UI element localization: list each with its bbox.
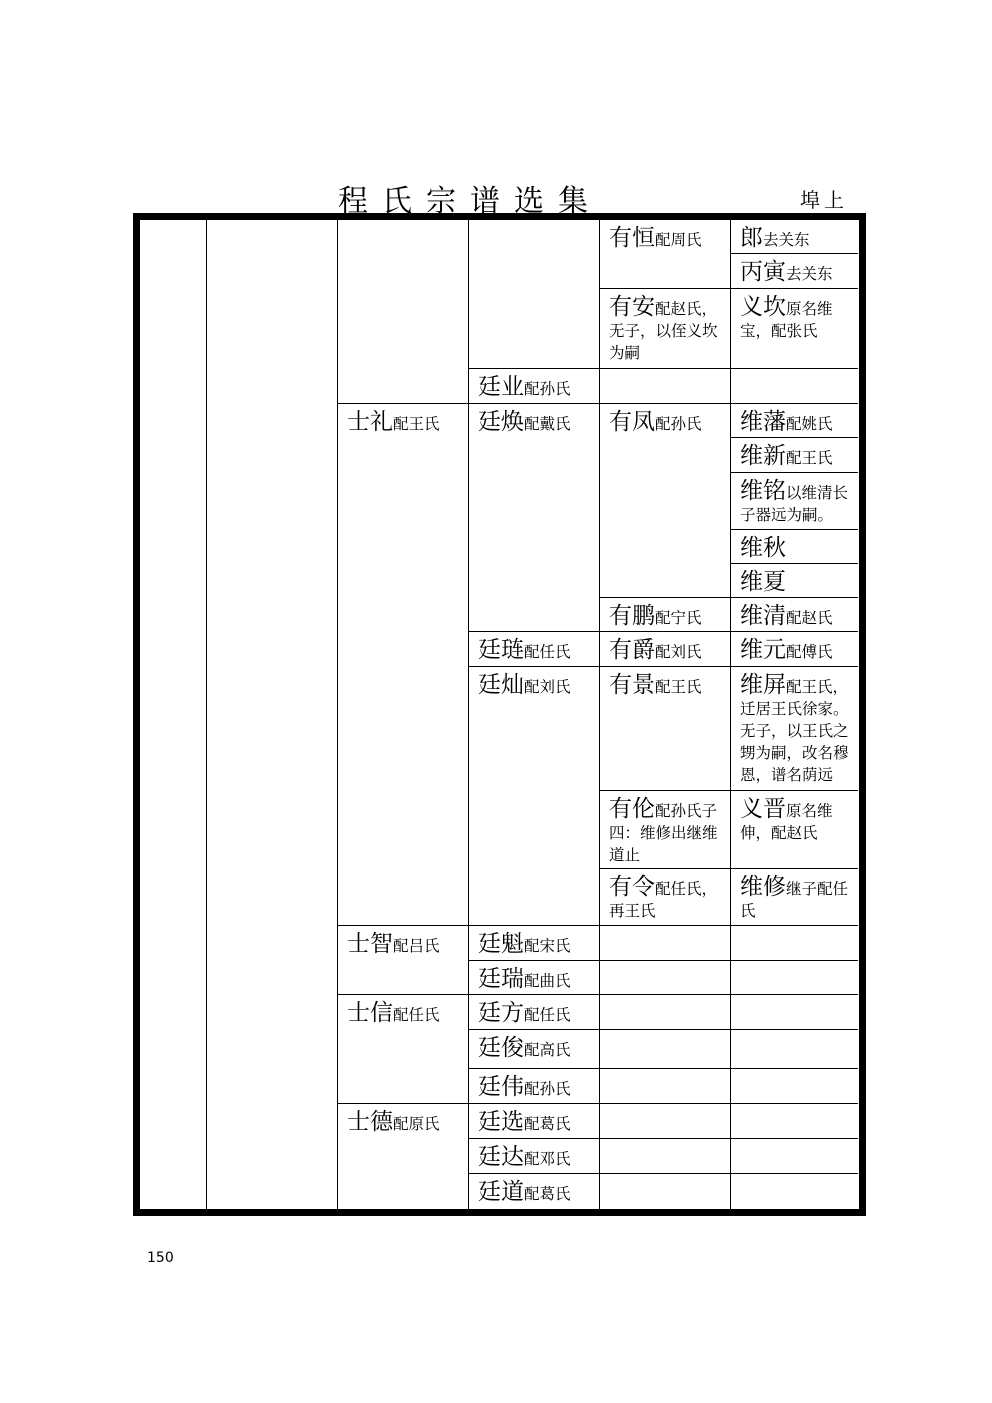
person-name: 维藩 [740, 409, 786, 435]
genealogy-cell [731, 530, 858, 564]
genealogy-cell [469, 1030, 599, 1069]
person-note: 配任氏 [524, 1006, 571, 1024]
person-name: 有景 [609, 672, 655, 698]
genealogy-cell [600, 1174, 730, 1209]
cell-text [478, 409, 597, 435]
cell-text [609, 637, 728, 663]
person-name: 廷业 [478, 374, 524, 400]
cell-text [609, 796, 728, 866]
genealogy-cell [600, 995, 730, 1030]
cell-text [478, 374, 597, 400]
person-note: 配宁氏 [655, 609, 702, 627]
genealogy-cell [731, 254, 858, 289]
genealogy-cell [731, 289, 858, 369]
person-name: 郎 [740, 225, 763, 251]
person-name: 廷伟 [478, 1074, 524, 1100]
person-note: 配赵氏，无子，以侄义坎为嗣 [609, 300, 718, 362]
cell-text [740, 535, 856, 561]
person-note: 配孙氏 [524, 380, 571, 398]
person-name: 维修 [740, 874, 786, 900]
person-name: 有令 [609, 874, 655, 900]
genealogy-cell [338, 404, 468, 926]
person-note: 配周氏 [655, 231, 702, 249]
cell-text [740, 225, 856, 251]
genealogy-cell [600, 404, 730, 598]
person-name: 廷魁 [478, 931, 524, 957]
person-name: 维屏 [740, 672, 786, 698]
person-name: 有爵 [609, 637, 655, 663]
cell-text [478, 1035, 597, 1061]
genealogy-cell [469, 667, 599, 926]
person-note: 配刘氏 [655, 643, 702, 661]
cell-text [478, 672, 597, 698]
person-note: 配高氏 [524, 1041, 571, 1059]
person-note: 配原氏 [393, 1115, 440, 1133]
genealogy-cell [731, 598, 858, 632]
genealogy-cell [731, 438, 858, 473]
person-name: 廷道 [478, 1179, 524, 1205]
cell-text [347, 1109, 466, 1135]
genealogy-cell [469, 961, 599, 995]
cell-text [609, 294, 728, 364]
person-name: 维铭 [740, 478, 786, 504]
genealogy-cell [731, 369, 858, 404]
genealogy-cell [600, 220, 730, 289]
genealogy-cell [338, 1104, 468, 1209]
cell-text [740, 874, 856, 922]
person-note: 配傅氏 [786, 643, 833, 661]
person-note: 配任氏 [524, 643, 571, 661]
genealogy-cell [600, 598, 730, 632]
genealogy-cell [338, 995, 468, 1104]
genealogy-cell [469, 404, 599, 632]
genealogy-cell [469, 369, 599, 404]
genealogy-cell [731, 961, 858, 995]
cell-text [740, 637, 856, 663]
genealogy-cell [600, 1069, 730, 1104]
cell-text [740, 294, 856, 342]
genealogy-cell [731, 220, 858, 254]
cell-text [478, 637, 597, 663]
person-name: 有凤 [609, 409, 655, 435]
person-name: 士德 [347, 1109, 393, 1135]
genealogy-cell [731, 869, 858, 926]
person-name: 有鹏 [609, 603, 655, 629]
cell-text [740, 569, 856, 595]
genealogy-cell [600, 869, 730, 926]
person-name: 维夏 [740, 569, 786, 595]
cell-text [740, 796, 856, 844]
cell-text [478, 1109, 597, 1135]
column-divider [206, 220, 207, 1209]
person-note: 配曲氏 [524, 972, 571, 990]
genealogy-cell [469, 1139, 599, 1174]
person-name: 义晋 [740, 796, 786, 822]
person-note: 配吕氏 [393, 937, 440, 955]
genealogy-cell [731, 667, 858, 791]
genealogy-cell [731, 1104, 858, 1139]
genealogy-cell [600, 632, 730, 667]
genealogy-cell [600, 289, 730, 369]
person-note: 以维清长子器远为嗣。 [740, 484, 849, 524]
person-note: 配戴氏 [524, 415, 571, 433]
person-note: 配王氏 [655, 678, 702, 696]
genealogy-cell [469, 1174, 599, 1209]
cell-text [347, 409, 466, 435]
genealogy-cell [600, 369, 730, 404]
person-name: 士智 [347, 931, 393, 957]
place-label: 埠上 [800, 188, 848, 212]
genealogy-cell [469, 220, 599, 369]
genealogy-cell [469, 1104, 599, 1139]
cell-text [609, 225, 728, 251]
genealogy-cell [338, 926, 468, 995]
genealogy-cell [731, 1030, 858, 1069]
person-name: 丙寅 [740, 259, 786, 285]
person-name: 廷灿 [478, 672, 524, 698]
person-name: 廷瑞 [478, 966, 524, 992]
person-name: 士信 [347, 1000, 393, 1026]
page-number: 150 [147, 1250, 174, 1266]
person-name: 廷选 [478, 1109, 524, 1135]
person-note: 配宋氏 [524, 937, 571, 955]
person-note: 配刘氏 [524, 678, 571, 696]
genealogy-cell [469, 632, 599, 667]
genealogy-cell [731, 791, 858, 869]
person-note: 继子配任氏 [740, 880, 849, 920]
person-note: 去关东 [786, 265, 833, 283]
cell-text [347, 1000, 466, 1026]
cell-text [740, 603, 856, 629]
person-name: 士礼 [347, 409, 393, 435]
person-name: 廷达 [478, 1144, 524, 1170]
person-note: 配孙氏 [655, 415, 702, 433]
page-title: 程氏宗谱选集 [338, 184, 602, 219]
cell-text [740, 409, 856, 435]
person-note: 配任氏 [393, 1006, 440, 1024]
genealogy-cell [600, 791, 730, 869]
cell-text [478, 1179, 597, 1205]
person-name: 有伦 [609, 796, 655, 822]
genealogy-cell [469, 1069, 599, 1104]
genealogy-cell [600, 926, 730, 961]
cell-text [478, 1000, 597, 1026]
person-name: 廷俊 [478, 1035, 524, 1061]
person-name: 有安 [609, 294, 655, 320]
cell-text [609, 409, 728, 435]
genealogy-cell [731, 1139, 858, 1174]
genealogy-cell [600, 1030, 730, 1069]
genealogy-cell [600, 961, 730, 995]
genealogy-cell [731, 926, 858, 961]
cell-text [740, 259, 856, 285]
genealogy-cell [338, 220, 468, 404]
person-name: 维秋 [740, 535, 786, 561]
person-name: 维清 [740, 603, 786, 629]
person-note: 配葛氏 [524, 1185, 571, 1203]
person-note: 配赵氏 [786, 609, 833, 627]
person-name: 有恒 [609, 225, 655, 251]
genealogy-cell [731, 404, 858, 438]
person-name: 廷焕 [478, 409, 524, 435]
person-note: 原名维伸，配赵氏 [740, 802, 833, 842]
genealogy-cell [731, 632, 858, 667]
person-note: 配姚氏 [786, 415, 833, 433]
person-note: 配王氏，迁居王氏徐家。无子，以王氏之甥为嗣，改名穆恩，谱名荫远 [740, 678, 849, 784]
cell-text [740, 443, 856, 469]
genealogy-cell [600, 667, 730, 791]
person-note: 配孙氏子四：维修出继维道止 [609, 802, 718, 864]
person-note: 配任氏，再王氏 [609, 880, 718, 920]
cell-text [478, 1074, 597, 1100]
cell-text [478, 1144, 597, 1170]
person-note: 配王氏 [393, 415, 440, 433]
cell-text [609, 672, 728, 698]
person-name: 廷琏 [478, 637, 524, 663]
person-note: 配葛氏 [524, 1115, 571, 1133]
person-name: 维元 [740, 637, 786, 663]
genealogy-cell [469, 995, 599, 1030]
cell-text [609, 874, 728, 922]
person-note: 配王氏 [786, 449, 833, 467]
person-name: 义坎 [740, 294, 786, 320]
person-note: 去关东 [763, 231, 810, 249]
person-name: 廷方 [478, 1000, 524, 1026]
cell-text [478, 966, 597, 992]
cell-text [740, 672, 856, 786]
genealogy-cell [731, 995, 858, 1030]
cell-text [478, 931, 597, 957]
person-note: 配邓氏 [524, 1150, 571, 1168]
cell-text [347, 931, 466, 957]
cell-text [740, 478, 856, 526]
person-name: 维新 [740, 443, 786, 469]
genealogy-cell [600, 1104, 730, 1139]
genealogy-cell [731, 564, 858, 598]
genealogy-cell [600, 1139, 730, 1174]
person-note: 原名维宝，配张氏 [740, 300, 833, 340]
person-note: 配孙氏 [524, 1080, 571, 1098]
cell-text [609, 603, 728, 629]
genealogy-cell [469, 926, 599, 961]
genealogy-cell [731, 1069, 858, 1104]
genealogy-cell [731, 1174, 858, 1209]
genealogy-cell [731, 473, 858, 530]
